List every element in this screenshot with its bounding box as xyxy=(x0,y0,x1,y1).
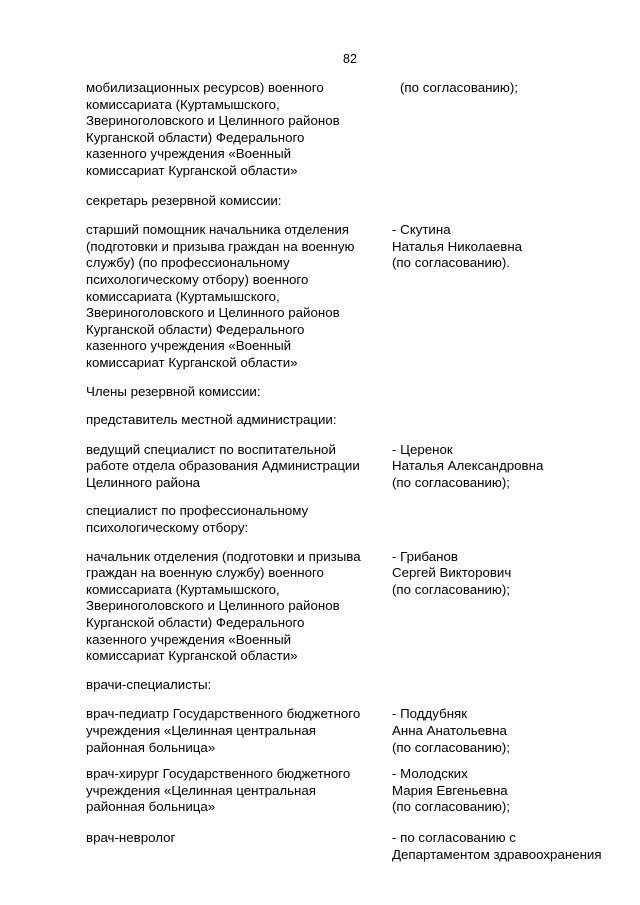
member-name: - Церенок Наталья Александровна (по согласованию); xyxy=(392,441,544,490)
member-name: - Скутина Наталья Николаевна (по согласованию). xyxy=(392,222,523,271)
section-heading: Члены резервной комиссии: xyxy=(86,383,261,399)
entry-row xyxy=(86,442,622,492)
position-description: врач-педиатр Государственного бюджетного учреждения «Целинная центральная районная больница» xyxy=(86,706,361,755)
entry-row xyxy=(86,706,622,756)
member-name: - по согласованию с Департаментом здравоохранения xyxy=(392,829,602,862)
entry-row xyxy=(86,222,622,371)
member-name: - Поддубняк Анна Анатольевна (по согласованию); xyxy=(392,706,510,755)
entry-row xyxy=(86,549,622,665)
entry-row xyxy=(86,830,622,863)
position-description: мобилизационных ресурсов) военного комиссариата (Куртамышского, Звериноголовского и Целинного районов Курганской области) Федерального казенного учреждения «Военный комиссариат Курганской области» xyxy=(86,80,340,178)
member-name: - Молодских Мария Евгеньевна (по согласованию); xyxy=(392,766,510,815)
section-heading: представитель местной администрации: xyxy=(86,412,337,428)
position-description: старший помощник начальника отделения (подготовки и призыва граждан на военную службу) (по профессиональному психологическому отбору) военного комиссариата (Куртамышского, Звериноголовского и Целинного районов Курганской области) Федерального казенного учреждения «Военный комиссариат Курганской области» xyxy=(86,222,355,370)
position-description: начальник отделения (подготовки и призыва граждан на военную службу) военного комиссариата (Куртамышского, Звериноголовского и Целинного районов Курганской области) Федерального казенного учреждения «Военный комиссариат Курганской области» xyxy=(86,548,361,664)
member-name: - Грибанов Сергей Викторович (по согласованию); xyxy=(392,548,512,597)
section-heading: секретарь резервной комиссии: xyxy=(86,192,282,208)
entry-row xyxy=(86,766,622,816)
document-body xyxy=(86,80,622,863)
section-heading: специалист по профессиональному психологическому отбору: xyxy=(86,503,309,536)
section-heading: врачи-специалисты: xyxy=(86,676,212,692)
position-description: врач-хирург Государственного бюджетного учреждения «Целинная центральная районная больница» xyxy=(86,766,351,815)
position-description: ведущий специалист по воспитательной работе отдела образования Администрации Целинного района xyxy=(86,441,360,490)
position-description: врач-невролог xyxy=(86,829,176,845)
page-number: 82 xyxy=(343,52,357,66)
entry-row xyxy=(86,80,622,180)
member-name: (по согласованию); xyxy=(400,80,518,95)
